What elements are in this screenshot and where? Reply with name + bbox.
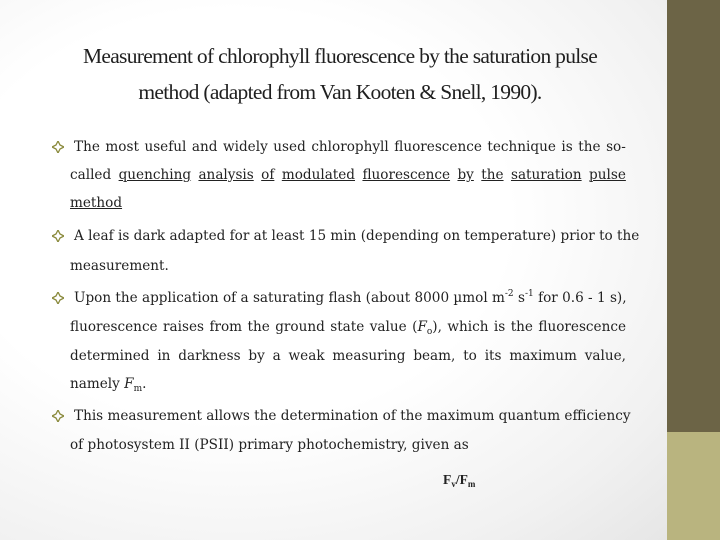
bullet-1-word: so- [606,139,626,155]
bullet-3-line-1 [74,290,627,306]
bullet-2-line-2: measurement. [70,258,169,274]
bullet-1-underlined-word: of [261,167,275,183]
b3l1-a: Upon the application of a saturating flash (about 8000 µmol m [74,290,505,306]
b3l4-post: . [142,376,147,392]
bullet-3 [52,290,626,400]
bullet-1-underlined-word: modulated [281,167,356,183]
slide-title [40,38,640,110]
bullet-3-word: to [463,348,477,364]
diamond-bullet-icon [52,141,64,153]
bullet-3-line-2 [70,319,626,335]
bullet-3-word: beam, [413,348,456,364]
formula-num-sub: v [451,479,456,489]
b3l4-pre: namely [70,376,125,392]
bullet-1-underlined-word: analysis [198,167,254,183]
bullet-2-line-1: A leaf is dark adapted for at least 15 min (depending on temperature) prior to the [74,228,640,244]
bullet-1-word: the [578,139,601,155]
b3l2-post: ), which is the fluorescence [432,319,626,335]
bullet-1-word: is [561,139,573,155]
bullet-1-underlined-word: saturation [510,167,582,183]
b3l1-sup2: -1 [524,289,534,299]
b3l4-sub: m [133,384,143,394]
bullet-1-word: fluorescence [394,139,482,155]
bullet-1-line-2 [70,167,626,183]
title-line-1: Measurement of chlorophyll fluorescence by the saturation pulse [82,44,598,68]
b3l2-sub: o [426,327,433,337]
bullet-1-underlined-word: by [457,167,474,183]
bullet-1-word: widely [223,139,268,155]
bullet-3-word: a [272,348,281,364]
bullet-4-line-2: of photosystem II (PSII) primary photochemistry, given as [70,437,469,453]
side-accent-bar-light [667,432,720,540]
bullet-1-underlined-word: quenching [118,167,192,183]
bullet-3-word: determined [70,348,150,364]
bullet-1 [52,139,626,219]
bullet-1-word: technique [487,139,556,155]
bullet-1-underlined-word: pulse [589,167,626,183]
bullet-3-word: maximum [509,348,577,364]
bullet-3-word: its [484,348,502,364]
diamond-bullet-icon [52,410,64,422]
fv-fm-formula [443,472,475,488]
b3l1-sup1: -2 [504,289,514,299]
bullet-3-line-4 [70,376,146,392]
title-line-2: method (adapted from Van Kooten & Snell, 1990). [138,80,542,104]
bullet-1-word: useful [144,139,187,155]
diamond-bullet-icon [52,292,64,304]
bullet-3-word: measuring [332,348,406,364]
bullet-1-word: used [273,139,306,155]
bullet-3-line-3 [70,348,626,364]
b3l1-b: s [513,290,525,306]
bullet-2 [52,228,640,278]
bullet-3-word: darkness [178,348,241,364]
bullet-1-line-3: method [70,195,123,211]
diamond-bullet-icon [52,230,64,242]
bullet-1-word: chlorophyll [311,139,389,155]
bullet-1-word: called [70,167,112,183]
bullet-4 [52,408,631,458]
formula-num: F [443,472,452,487]
formula-den-sub: m [467,479,476,489]
bullet-1-word: The [74,139,100,155]
bullet-3-word: in [157,348,171,364]
bullet-3-word: by [248,348,265,364]
bullet-1-underlined-word: fluorescence [362,167,451,183]
bullet-4-line-1: This measurement allows the determination of the maximum quantum efficiency [74,408,631,424]
bullet-1-line-1 [74,139,626,155]
b3l2-pre: fluorescence raises from the ground state value ( [70,319,418,335]
b3l2-var: F [417,319,427,335]
bullet-3-word: weak [288,348,325,364]
side-accent-bar-dark [667,0,720,432]
bullet-1-word: and [191,139,218,155]
b3l1-c: for 0.6 - 1 s), [533,290,627,306]
b3l4-var: F [124,376,134,392]
bullet-1-word: most [105,139,139,155]
bullet-1-underlined-word: the [481,167,504,183]
formula-slash: /F [455,472,468,487]
bullet-3-word: value, [584,348,626,364]
